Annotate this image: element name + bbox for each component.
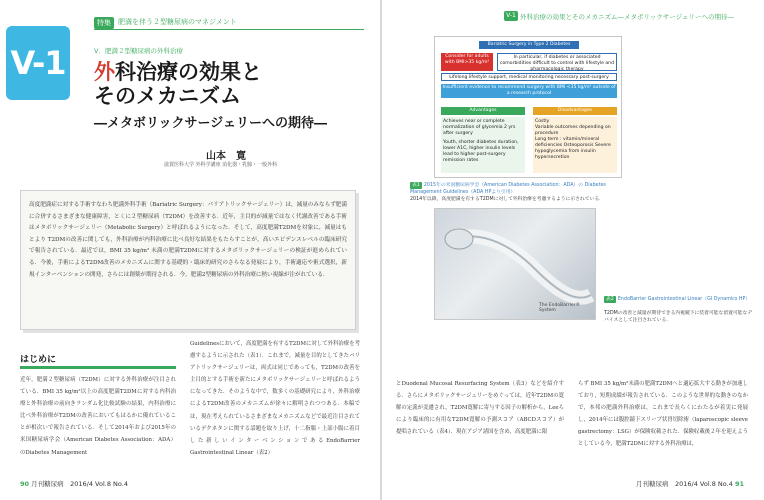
title-accent-char: 外 xyxy=(94,59,115,84)
comorbidity-box: In particular, if diabetes or associated comorbidities difficult to control with lifestyle and pharmacologic therapy xyxy=(497,53,617,71)
figure-2-caption-text: EndoBarrier Gastrointestinal Linear（GI Dynamics HP） xyxy=(617,297,751,302)
advantages-list xyxy=(441,117,525,173)
disadvantage-item-3: Long term : vitamin/mineral deficiencies Osteoporosis Severe hypoglycemia from insulin hypersecretion xyxy=(535,137,611,160)
figure-2-label: 表2 xyxy=(606,297,614,302)
figure-2-note: T2DMの改善と減量が期待できる内視鏡下に装着可能な留置可能なデバイスとして注目されている． xyxy=(604,311,753,323)
sub-series-title: V．肥満２型糖尿病の外科治療 xyxy=(94,47,183,55)
endobarrier-photo xyxy=(434,208,596,320)
left-folio xyxy=(20,479,128,488)
advantage-item-1: Achieves near or complete normalization of glycemia 2 yrs after surgery xyxy=(443,119,516,136)
series-rule xyxy=(94,29,364,30)
series-tag: 特集 xyxy=(94,17,114,29)
figure-1 xyxy=(434,36,622,178)
disadvantages-list xyxy=(533,117,617,173)
left-page-number: 90 xyxy=(20,480,30,488)
body-column-1: 近年，肥満２型糖尿病（T2DM）に対する外科治療が注目されている．BMI 35 kg/m²以上の高度肥満T2DMに対する内科治療と外科治療の前向きランダム化比較試験の結果，内科治療に比べ外科治療がT2DMの改善においてもはるかに優れていることが相次いで報告されている．そして2014年および2015年の米国糖尿病学会（American Diabetes Association：ADA）のDiabetes Management xyxy=(20,377,176,456)
abstract-box xyxy=(20,190,356,330)
author-affiliation: 滋賀医科大学 外科学講座 消化器・乳腺・一般外科 xyxy=(164,162,278,168)
figure-2-caption xyxy=(604,296,754,303)
advantage-item-2: Youth, shorter diabetes duration, lower A1C, higher insulin levels lead to higher post-surgery remission rates xyxy=(443,140,519,163)
title-line1: 科治療の効果と xyxy=(115,59,262,84)
author-name: 山本 寛 xyxy=(206,151,246,162)
body-column-2: Guidelinesにおいて，高度肥満を有するT2DMに対して外科治療を考慮するように示された（表1）．これまで，減量を目的としてきたバリアトリックサージェリーは，両式は同じであっても，T2DMの改善を主目的とする手術を新たにメタボリックサージェリーと呼ばれるようになってきた．そのような中で，数多くの基礎研究により，外科治療によるT2DM改善のメカニズムが徐々に解明されつつある．本稿では，現在考えられているさまざまなメカニズムなどで最近注目されているデクネタンに関する話題を取り上げ，十二指腸・上部小腸に着目した新しいインターベンションであるEndoBarrier Gastrointestinal Linear（表2） xyxy=(190,341,360,456)
body-column-3: とDuodenal Mucosal Resurfacing System（表3）などを紹介する．さらにメタボリックサージェリーをめぐっては，近年T2DMの寛解の定義が変遷され，T2DM寛解に寄与する因子の解析から，Leeらにより臨床的に有用なT2DM寛解の予測スコア（ABCDスコア）が提唱されている（表4）．現在アジア諸国を含め，高度肥満に限 xyxy=(396,381,564,436)
article-title xyxy=(94,60,262,108)
figure-1-caption xyxy=(410,182,626,196)
abstract-text: 高度肥満症に対する手術すなわち肥満外科手術（Bariatric Surgery：バリアトリックサージェリー）は，減量のみならず肥満に合併するさまざまな健康障害，とくに２型糖尿病（T2DM）を改善する．近年，主目的が減量ではなく代謝改善である手術はメタボリックサージェリー（Metabolic Surgery）と呼ばれるようになった．そして，高度肥満T2DMを対象に，減量はもとより T2DMの改善に関しても，外科治療が内科治療に比べ良好な結果をもたらすことが，高いエビデンスレベルの臨床研究で報告されている．最近では，BMI 35 kg/m² 未満の肥満T2DMに対するメタボリックサージェリーの検証が進められている．今後，手術によるT2DM改善のメカニズムに関する基礎的・臨床的研究のさらなる発展により，手術適応や術式選択，新規インターベンションの開発，さらには創薬が期待される．今，肥満2型糖尿病の外科治療に熱い視線が注がれている． xyxy=(29,202,347,278)
advantages-header: Advantages xyxy=(441,107,525,115)
left-page xyxy=(0,0,380,500)
article-subtitle: ―メタボリックサージェリーへの期待― xyxy=(94,116,327,131)
title-line2: そのメカニズム xyxy=(94,83,241,108)
running-badge: V-1 xyxy=(504,11,518,21)
section-rule xyxy=(20,366,176,369)
disadvantage-item-1: Costly xyxy=(535,119,550,124)
disadvantages-header: Disadvantages xyxy=(533,107,617,115)
running-head: 外科治療の効果とそのメカニズム―メタボリックサージェリーへの期待― xyxy=(520,13,734,21)
figure-1-label: 表1 xyxy=(412,183,420,188)
photo-label: The EndoBarrier® System xyxy=(539,303,580,313)
chapter-badge: V-1 xyxy=(6,26,70,100)
left-journal: 月刊糖尿病 2016/4 Vol.8 No.4 xyxy=(31,480,128,488)
figure-1-header: Bariatric Surgery in Type 2 Diabetes xyxy=(479,41,579,49)
disadvantage-item-2: Variable outcomes depending on procedure xyxy=(535,125,611,136)
section-heading: はじめに xyxy=(20,355,57,365)
lifelong-support-box: Lifelong lifestyle support, medical monitoring necessary post-surgery xyxy=(441,73,617,81)
series-title: 肥満を伴う２型糖尿病のマネジメント xyxy=(118,18,237,26)
consider-box: Consider for adults with BMI>35 kg/m² xyxy=(441,53,493,71)
right-page-number: 91 xyxy=(734,480,744,488)
figure-1-caption-text: 2015年の米国糖尿病学会（American Diabetes Association：ADA）の Diabetes Management Guidelines（ADA HPより引用） xyxy=(410,183,606,195)
figure-1-note: 2014年以降，高度肥満を有するT2DMに対して外科治療を考慮するように示されている． xyxy=(410,197,604,202)
body-column-4: らず BMI 35 kg/m²未満の肥満T2DMへと適応拡大する動きが加速しており，短期成績が報告されている．このような世界的な動きのなかで，本邦の肥満外科治療は，これまで長らくにわたるが着実に発展し，2014年には腹腔鏡下スリーブ状胃切除術（laparoscopic sleeve gastrectomy：LSG）が保険収載された．保険収載後２年を迎えようとしている今，肥満T2DMに対する外科治療は， xyxy=(578,381,748,448)
page-spine xyxy=(380,0,382,500)
right-folio xyxy=(636,479,744,488)
right-journal: 月刊糖尿病 2016/4 Vol.8 No.4 xyxy=(636,480,733,488)
insufficient-evidence-box: Insufficient evidence to recommend surgery with BMI <35 kg/m² outside of a research protocol xyxy=(442,85,616,96)
